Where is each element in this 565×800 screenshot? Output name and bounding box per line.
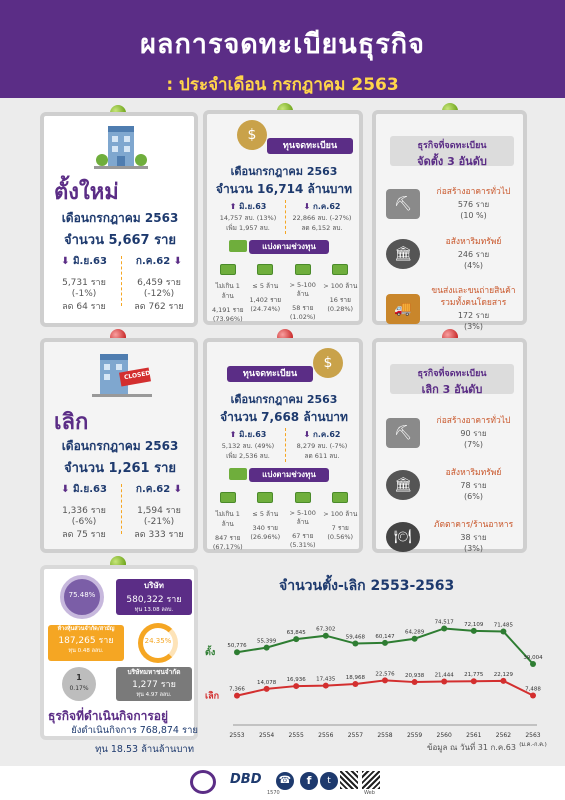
new-month: เดือนกรกฎาคม 2563: [61, 211, 179, 225]
range-item: ≤ 5 ล้าน 1,402 ราย (24.74%): [247, 262, 285, 323]
range-band: แบ่งตามช่วงทุน: [249, 468, 329, 482]
data-label: 21,444: [434, 672, 454, 679]
capital-band: ทุนจดทะเบียน: [267, 138, 353, 154]
x-tick-label: 2561: [466, 732, 482, 739]
range-item: ไม่เกิน 1 ล้าน 4,191 ราย (73.96%): [209, 262, 247, 323]
closed-prev-month: ⬇ มิ.ย.63 1,336 ราย (-6%) ลด 75 ราย: [61, 484, 107, 540]
twitter-icon[interactable]: t: [320, 772, 338, 790]
data-point: [323, 633, 329, 639]
capital-prev-year: ⬇ ก.ค.62 22,866 ลบ. (-27%) ลด 6,152 ลบ.: [292, 202, 352, 232]
capital-prev-month: ⬆ มิ.ย.63 5,132 ลบ. (49%) เพิ่ม 2,536 ลบ.: [221, 430, 275, 460]
data-label: 14,078: [256, 679, 277, 686]
page-subtitle: : ประจำเดือน กรกฎาคม 2563: [166, 75, 399, 95]
qr-code-icon[interactable]: [362, 771, 380, 789]
list-item: 🚚 ขนส่งและขนถ่ายสินค้า รวมทั้งคนโดยสาร 172 ราย (3%): [386, 282, 521, 336]
data-point: [412, 636, 418, 642]
building-icon: 🏛: [386, 239, 420, 269]
chart-note: ข้อมูล ณ วันที่ 31 ก.ค.63: [427, 743, 516, 752]
data-label: 67,302: [316, 626, 336, 633]
data-point: [293, 683, 299, 689]
top-new-title: ธุรกิจที่จดทะเบียน จัดตั้ง 3 อันดับ: [390, 136, 514, 166]
closed-count: จำนวน 1,261 ราย: [63, 461, 177, 476]
arrow-down-icon: ⬇: [173, 484, 183, 495]
top-closed-list: [386, 404, 521, 560]
data-label: 22,129: [493, 671, 514, 678]
arrow-up-icon: ⬆: [229, 202, 237, 211]
money-icon: [295, 264, 311, 275]
range-item: > 100 ล้าน 16 ราย (0.28%): [322, 262, 360, 323]
data-label: 60,147: [375, 633, 395, 640]
money-icon: [229, 240, 247, 252]
data-label: 20,938: [404, 673, 425, 680]
x-tick-label: 2559: [406, 732, 423, 739]
money-bag-icon: $: [237, 120, 267, 150]
data-label: 17,435: [316, 676, 336, 683]
qr-label: Web: [364, 790, 375, 796]
x-tick-label: 2553: [229, 732, 245, 739]
money-bag-icon: $: [313, 348, 343, 378]
footer: [0, 766, 565, 800]
data-point: [382, 677, 388, 683]
money-icon: [332, 264, 348, 275]
money-icon: [220, 492, 236, 503]
arrow-down-icon: ⬇: [61, 484, 70, 495]
list-item: 🏛 อสังหาริมทรัพย์ 246 ราย (4%): [386, 232, 521, 276]
company-pct: 75.48%: [68, 591, 96, 599]
data-label: 74,517: [434, 619, 454, 626]
data-point: [412, 679, 418, 685]
building-icon: [94, 122, 148, 172]
data-point: [500, 678, 506, 684]
top-new-card: [372, 110, 527, 331]
active-total: ยังดำเนินกิจการ 768,874 ราย: [71, 725, 198, 736]
range-item: ≤ 5 ล้าน 340 ราย (26.96%): [247, 490, 285, 551]
data-label: 55,399: [256, 638, 277, 645]
data-label: 21,775: [464, 672, 484, 679]
range-band: แบ่งตามช่วงทุน: [249, 240, 329, 254]
x-tick-label: 2555: [288, 732, 304, 739]
construction-icon: ⛏: [386, 189, 420, 219]
restaurant-icon: 🍽: [386, 522, 420, 552]
top-closed-card: [372, 338, 527, 553]
data-point: [382, 640, 388, 646]
capital-amount: จำนวน 16,714 ล้านบาท: [215, 182, 353, 196]
x-note: (ม.ค.-ก.ค.): [519, 742, 547, 748]
data-point: [441, 625, 447, 631]
series-label: ตั้ง: [205, 648, 216, 659]
divider: [121, 256, 122, 306]
page-title: ผลการจดทะเบียนธุรกิจ: [140, 29, 425, 60]
top-closed-title: ธุรกิจที่จดทะเบียน เลิก 3 อันดับ: [390, 364, 514, 394]
qr-code-icon[interactable]: [340, 771, 358, 789]
truck-icon: 🚚: [386, 294, 420, 324]
capital-amount: จำนวน 7,668 ล้านบาท: [220, 410, 348, 424]
money-icon: [220, 264, 236, 275]
data-point: [293, 636, 299, 642]
data-label: 16,936: [286, 677, 306, 684]
list-item: ⛏ ก่อสร้างอาคารทั่วไป 576 ราย (10 %): [386, 182, 521, 226]
closed-label: เลิก: [54, 410, 89, 435]
data-label: 22,576: [375, 671, 395, 678]
x-tick-label: 2562: [495, 732, 512, 739]
list-item: 🍽 ภัตตาคาร/ร้านอาหาร 38 ราย (3%): [386, 514, 521, 560]
chart-title: จำนวนตั้ง-เลิก 2553-2563: [279, 578, 455, 594]
x-tick-label: 2563: [525, 732, 541, 739]
divider: [121, 484, 122, 534]
x-tick-label: 2558: [377, 732, 393, 739]
data-label: 7,366: [229, 686, 245, 693]
data-point: [471, 628, 477, 634]
data-label: 7,488: [525, 686, 541, 693]
x-tick-label: 2556: [318, 732, 334, 739]
data-label: 18,968: [345, 675, 366, 682]
data-label: 72,109: [464, 621, 484, 628]
partnership-pct: 24.35%: [144, 637, 172, 645]
closed-business-card: [40, 338, 198, 553]
new-capital-card: [203, 110, 363, 325]
data-label: 64,289: [404, 629, 425, 636]
construction-icon: ⛏: [386, 418, 420, 448]
money-icon: [295, 492, 311, 503]
active-card: [40, 565, 198, 740]
series-label: เลิก: [205, 691, 220, 702]
range-item: > 5-100 ล้าน 58 ราย (1.02%): [284, 262, 322, 323]
company-box: บริษัท 580,322 ราย ทุน 13.08 ลลบ.: [116, 579, 192, 615]
range-item: ไม่เกิน 1 ล้าน 847 ราย (67.17%): [209, 490, 247, 551]
hotline: 1570: [267, 790, 280, 796]
closed-month: เดือนกรกฎาคม 2563: [61, 439, 179, 453]
phone-icon[interactable]: ☎: [276, 772, 294, 790]
x-tick-label: 2557: [347, 732, 364, 739]
capital-prev-year: ⬇ ก.ค.62 8,279 ลบ. (-7%) ลด 611 ลบ.: [296, 430, 348, 460]
building-icon: 🏛: [386, 470, 420, 500]
range-item: > 100 ล้าน 7 ราย (0.56%): [322, 490, 360, 551]
new-prev-year: ก.ค.62 ⬇ 6,459 ราย (-12%) ลด 762 ราย: [134, 256, 184, 312]
page-header: [0, 0, 565, 98]
money-icon: [257, 492, 273, 503]
dbd-logo: DBD: [230, 772, 262, 787]
data-point: [530, 661, 536, 667]
capital-prev-month: ⬆ มิ.ย.63 14,757 ลบ. (13%) เพิ่ม 1,957 ลบ.: [219, 202, 277, 232]
top-new-list: [386, 176, 521, 336]
data-point: [323, 683, 329, 689]
money-icon: [229, 468, 247, 480]
data-label: 71,485: [493, 622, 514, 629]
closed-capital-card: [203, 338, 363, 553]
trend-chart: [203, 575, 553, 765]
data-point: [500, 629, 506, 635]
x-tick-label: 2560: [436, 732, 452, 739]
data-point: [264, 686, 270, 692]
closed-sign: CLOSED: [123, 369, 151, 382]
data-point: [234, 693, 240, 699]
data-point: [234, 649, 240, 655]
active-title: ธุรกิจที่ดำเนินกิจการอยู่: [48, 709, 168, 723]
chart-svg: [203, 603, 553, 763]
data-point: [352, 681, 358, 687]
divider: [285, 200, 286, 234]
new-label: ตั้งใหม่: [54, 180, 119, 205]
arrow-up-icon: ⬆: [229, 430, 237, 439]
arrow-down-icon: ⬇: [173, 256, 183, 267]
x-tick-label: 2554: [258, 732, 275, 739]
public-pct: 0.17%: [69, 685, 89, 692]
data-label: 39,004: [523, 654, 543, 661]
list-item: 🏛 อสังหาริมทรัพย์ 78 ราย (6%): [386, 462, 521, 508]
arrow-down-icon: ⬇: [61, 256, 70, 267]
money-icon: [257, 264, 273, 275]
data-point: [471, 678, 477, 684]
capital-ranges: [209, 490, 359, 551]
data-label: 63,845: [286, 630, 306, 637]
active-capital: ทุน 18.53 ล้านล้านบาท: [95, 744, 194, 755]
capital-month: เดือนกรกฎาคม 2563: [230, 165, 338, 178]
money-icon: [332, 492, 348, 503]
capital-ranges: [209, 262, 359, 323]
data-label: 50,776: [227, 643, 247, 650]
anniversary-logo-icon: [190, 770, 216, 794]
data-point: [441, 679, 447, 685]
public-badge: 1: [76, 673, 82, 682]
new-business-card: [40, 112, 198, 327]
data-label: 59,468: [345, 634, 366, 641]
data-point: [264, 645, 270, 651]
new-prev-month: ⬇ มิ.ย.63 5,731 ราย (-1%) ลด 64 ราย: [61, 256, 107, 312]
divider: [285, 428, 286, 462]
list-item: ⛏ ก่อสร้างอาคารทั่วไป 90 ราย (7%): [386, 410, 521, 456]
data-point: [530, 693, 536, 699]
capital-band: ทุนจดทะเบียน: [227, 366, 313, 382]
facebook-icon[interactable]: f: [300, 772, 318, 790]
arrow-down-icon: ⬇: [303, 430, 311, 439]
closed-prev-year: ก.ค.62 ⬇ 1,594 ราย (-21%) ลด 333 ราย: [134, 484, 184, 540]
data-point: [352, 641, 358, 647]
arrow-down-icon: ⬇: [303, 202, 311, 211]
range-item: > 5-100 ล้าน 67 ราย (5.31%): [284, 490, 322, 551]
partnership-box: ห้างหุ้นส่วนจำกัด/สามัญ 187,265 ราย ทุน 0.48 ลลบ.: [48, 625, 124, 661]
public-box: บริษัทมหาชนจำกัด 1,277 ราย ทุน 4.97 ลลบ.: [116, 667, 192, 701]
capital-month: เดือนกรกฎาคม 2563: [230, 393, 338, 406]
new-count: จำนวน 5,667 ราย: [63, 233, 177, 248]
